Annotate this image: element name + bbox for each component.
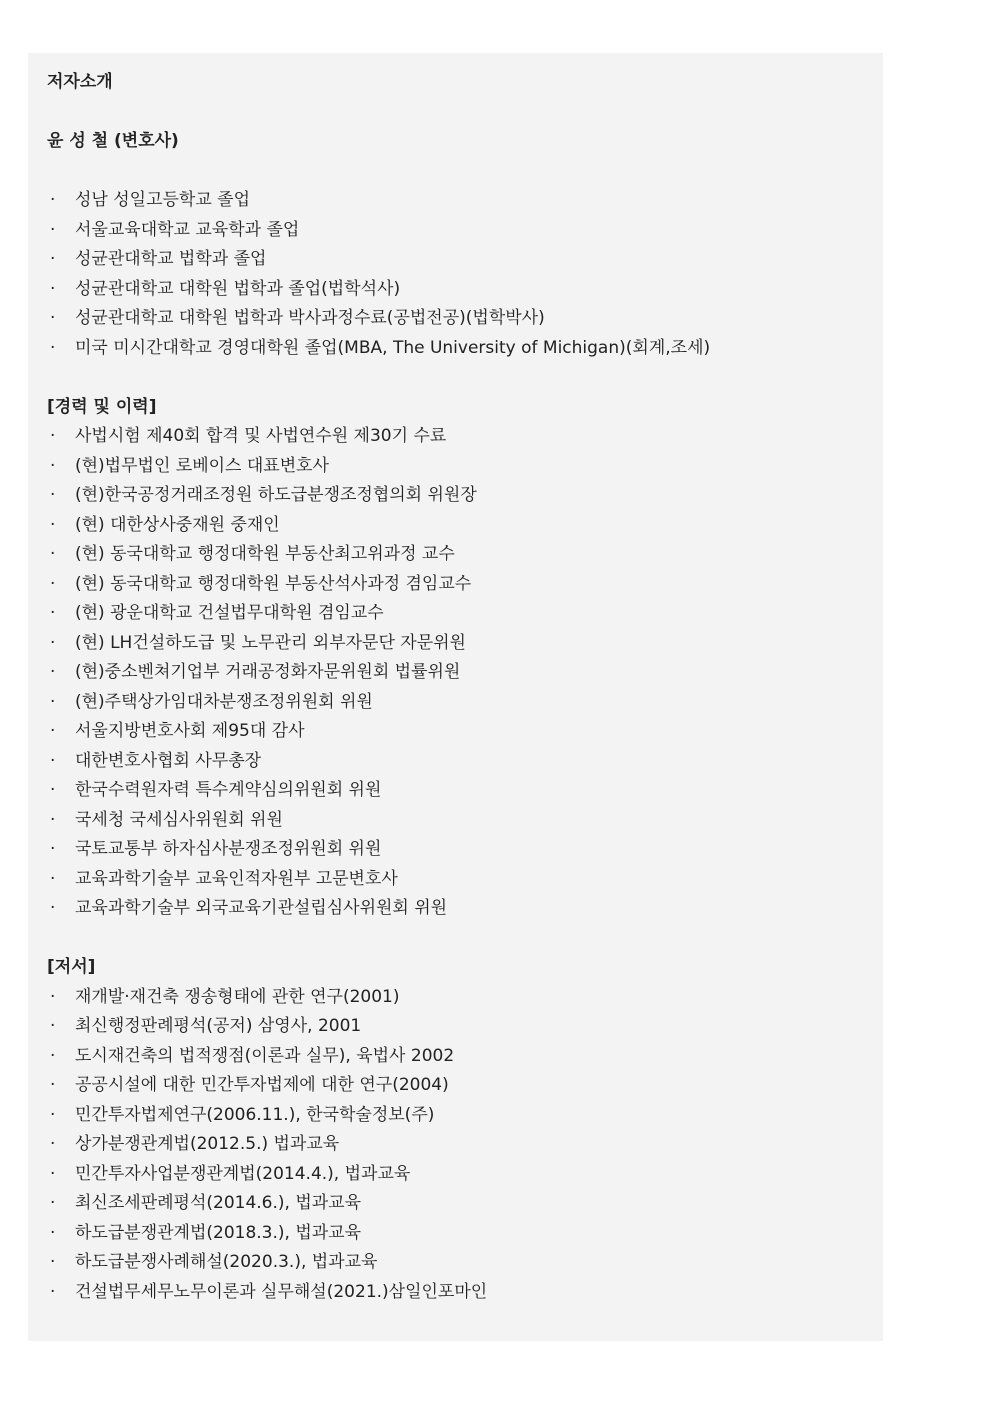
bullet-icon: · [50, 1104, 56, 1125]
spacer [47, 363, 867, 393]
list-item-text: (현) 광운대학교 건설법무대학원 겸임교수 [75, 603, 384, 623]
list-item-text: 민간투자사업분쟁관계법(2014.4.), 법과교육 [75, 1163, 411, 1184]
list-item-text: 한국수력원자력 특수계약심의위원회 위원 [75, 780, 382, 800]
list-item [47, 1278, 867, 1308]
list-item-text: 서울교육대학교 교육학과 졸업 [75, 219, 300, 240]
list-item [47, 688, 867, 718]
bullet-icon: · [50, 337, 56, 358]
list-item-text: (현)주택상가임대차분쟁조정위원회 위원 [75, 691, 373, 712]
bullet-icon: · [50, 1075, 56, 1095]
bullet-icon: · [50, 1222, 56, 1243]
list-item-text: 사법시험 제40회 합격 및 사법연수원 제30기 수료 [75, 426, 447, 446]
spacer [47, 157, 867, 187]
list-item [47, 1248, 867, 1278]
bullet-icon: · [50, 898, 56, 918]
list-item-text: 하도급분쟁관계법(2018.3.), 법과교육 [75, 1222, 362, 1243]
list-item [47, 334, 867, 364]
list-item [47, 1219, 867, 1249]
bullet-icon: · [50, 632, 56, 653]
section-title: 저자소개 [47, 72, 113, 92]
list-item [47, 275, 867, 305]
list-item [47, 1071, 867, 1101]
bullet-icon: · [50, 485, 56, 505]
list-item-text: 서울지방변호사회 제95대 감사 [75, 721, 305, 741]
author-name: 윤 성 철 (변호사) [47, 131, 179, 151]
bullet-icon: · [50, 219, 56, 240]
bullet-icon: · [50, 809, 56, 830]
list-item-text: (현)한국공정거래조정원 하도급분쟁조정협의회 위원장 [75, 485, 477, 505]
list-item [47, 1012, 867, 1042]
books-list [47, 983, 867, 1308]
list-item-text: 미국 미시간대학교 경영대학원 졸업(MBA, The University of Michigan)(회계,조세) [75, 337, 711, 358]
bullet-icon: · [50, 839, 56, 859]
list-item [47, 599, 867, 629]
list-item-text: (현) 동국대학교 행정대학원 부동산석사과정 겸임교수 [75, 573, 472, 594]
bullet-icon: · [50, 426, 56, 446]
list-item [47, 865, 867, 895]
list-item-text: 성균관대학교 법학과 졸업 [75, 249, 267, 269]
list-item [47, 1130, 867, 1160]
list-item [47, 629, 867, 659]
bullet-icon: · [50, 1045, 56, 1066]
list-item [47, 540, 867, 570]
list-item-text: 최신행정판례평석(공저) 삼영사, 2001 [75, 1016, 362, 1036]
list-item [47, 776, 867, 806]
spacer [47, 98, 867, 128]
list-item [47, 186, 867, 216]
bullet-icon: · [50, 514, 56, 535]
bullet-icon: · [50, 1016, 56, 1036]
list-item-text: (현) 대한상사중재원 중재인 [75, 514, 280, 535]
list-item [47, 481, 867, 511]
bullet-icon: · [50, 986, 56, 1007]
list-item [47, 452, 867, 482]
list-item [47, 894, 867, 924]
bullet-icon: · [50, 662, 56, 682]
list-item-text: 재개발·재건축 쟁송형태에 관한 연구(2001) [75, 986, 400, 1007]
list-item-text: (현)법무법인 로베이스 대표변호사 [75, 455, 329, 476]
list-item-text: 도시재건축의 법적쟁점(이론과 실무), 육법사 2002 [75, 1045, 455, 1066]
list-item [47, 1189, 867, 1219]
list-item [47, 1160, 867, 1190]
list-item [47, 216, 867, 246]
list-item-text: 공공시설에 대한 민간투자법제에 대한 연구(2004) [75, 1075, 449, 1095]
bullet-icon: · [50, 721, 56, 741]
spacer [47, 924, 867, 954]
list-item-text: 대한변호사협회 사무총장 [75, 750, 262, 771]
bullet-icon: · [50, 278, 56, 299]
list-item [47, 983, 867, 1013]
bullet-icon: · [50, 190, 56, 210]
bullet-icon: · [50, 750, 56, 771]
bullet-icon: · [50, 308, 56, 328]
bullet-icon: · [50, 603, 56, 623]
bullet-icon: · [50, 1134, 56, 1154]
list-item [47, 570, 867, 600]
list-item-text: 최신조세판례평석(2014.6.), 법과교육 [75, 1193, 362, 1213]
list-item-text: 하도급분쟁사례해설(2020.3.), 법과교육 [75, 1252, 378, 1272]
bullet-icon: · [50, 691, 56, 712]
list-item-text: (현) 동국대학교 행정대학원 부동산최고위과정 교수 [75, 544, 455, 564]
books-heading: [저서] [47, 957, 96, 977]
career-heading: [경력 및 이력] [47, 396, 157, 417]
bullet-icon: · [50, 573, 56, 594]
bullet-icon: · [50, 1193, 56, 1213]
list-item-text: 교육과학기술부 외국교육기관설립심사위원회 위원 [75, 898, 448, 918]
education-list [47, 186, 867, 363]
bullet-icon: · [50, 780, 56, 800]
list-item [47, 1101, 867, 1131]
career-list [47, 422, 867, 924]
list-item-text: 국토교통부 하자심사분쟁조정위원회 위원 [75, 839, 382, 859]
list-item-text: 건설법무세무노무이론과 실무해설(2021.)삼일인포마인 [75, 1281, 488, 1302]
list-item [47, 747, 867, 777]
list-item [47, 304, 867, 334]
bullet-icon: · [50, 1163, 56, 1184]
list-item [47, 511, 867, 541]
list-item-text: 국세청 국세심사위원회 위원 [75, 809, 283, 830]
bullet-icon: · [50, 868, 56, 889]
list-item [47, 1042, 867, 1072]
list-item-text: 상가분쟁관계법(2012.5.) 법과교육 [75, 1134, 340, 1154]
bullet-icon: · [50, 249, 56, 269]
list-item [47, 245, 867, 275]
list-item-text: 민간투자법제연구(2006.11.), 한국학술정보(주) [75, 1104, 435, 1125]
author-intro-content [47, 68, 867, 1307]
list-item [47, 717, 867, 747]
bullet-icon: · [50, 1252, 56, 1272]
list-item-text: (현) LH건설하도급 및 노무관리 외부자문단 자문위원 [75, 632, 466, 653]
list-item-text: (현)중소벤쳐기업부 거래공정화자문위원회 법률위원 [75, 662, 461, 682]
list-item [47, 658, 867, 688]
bullet-icon: · [50, 455, 56, 476]
list-item-text: 성균관대학교 대학원 법학과 박사과정수료(공법전공)(법학박사) [75, 308, 545, 328]
list-item-text: 성남 성일고등학교 졸업 [75, 190, 251, 210]
list-item [47, 422, 867, 452]
list-item-text: 교육과학기술부 교육인적자원부 고문변호사 [75, 868, 398, 889]
list-item [47, 835, 867, 865]
bullet-icon: · [50, 544, 56, 564]
list-item-text: 성균관대학교 대학원 법학과 졸업(법학석사) [75, 278, 401, 299]
bullet-icon: · [50, 1281, 56, 1302]
list-item [47, 806, 867, 836]
